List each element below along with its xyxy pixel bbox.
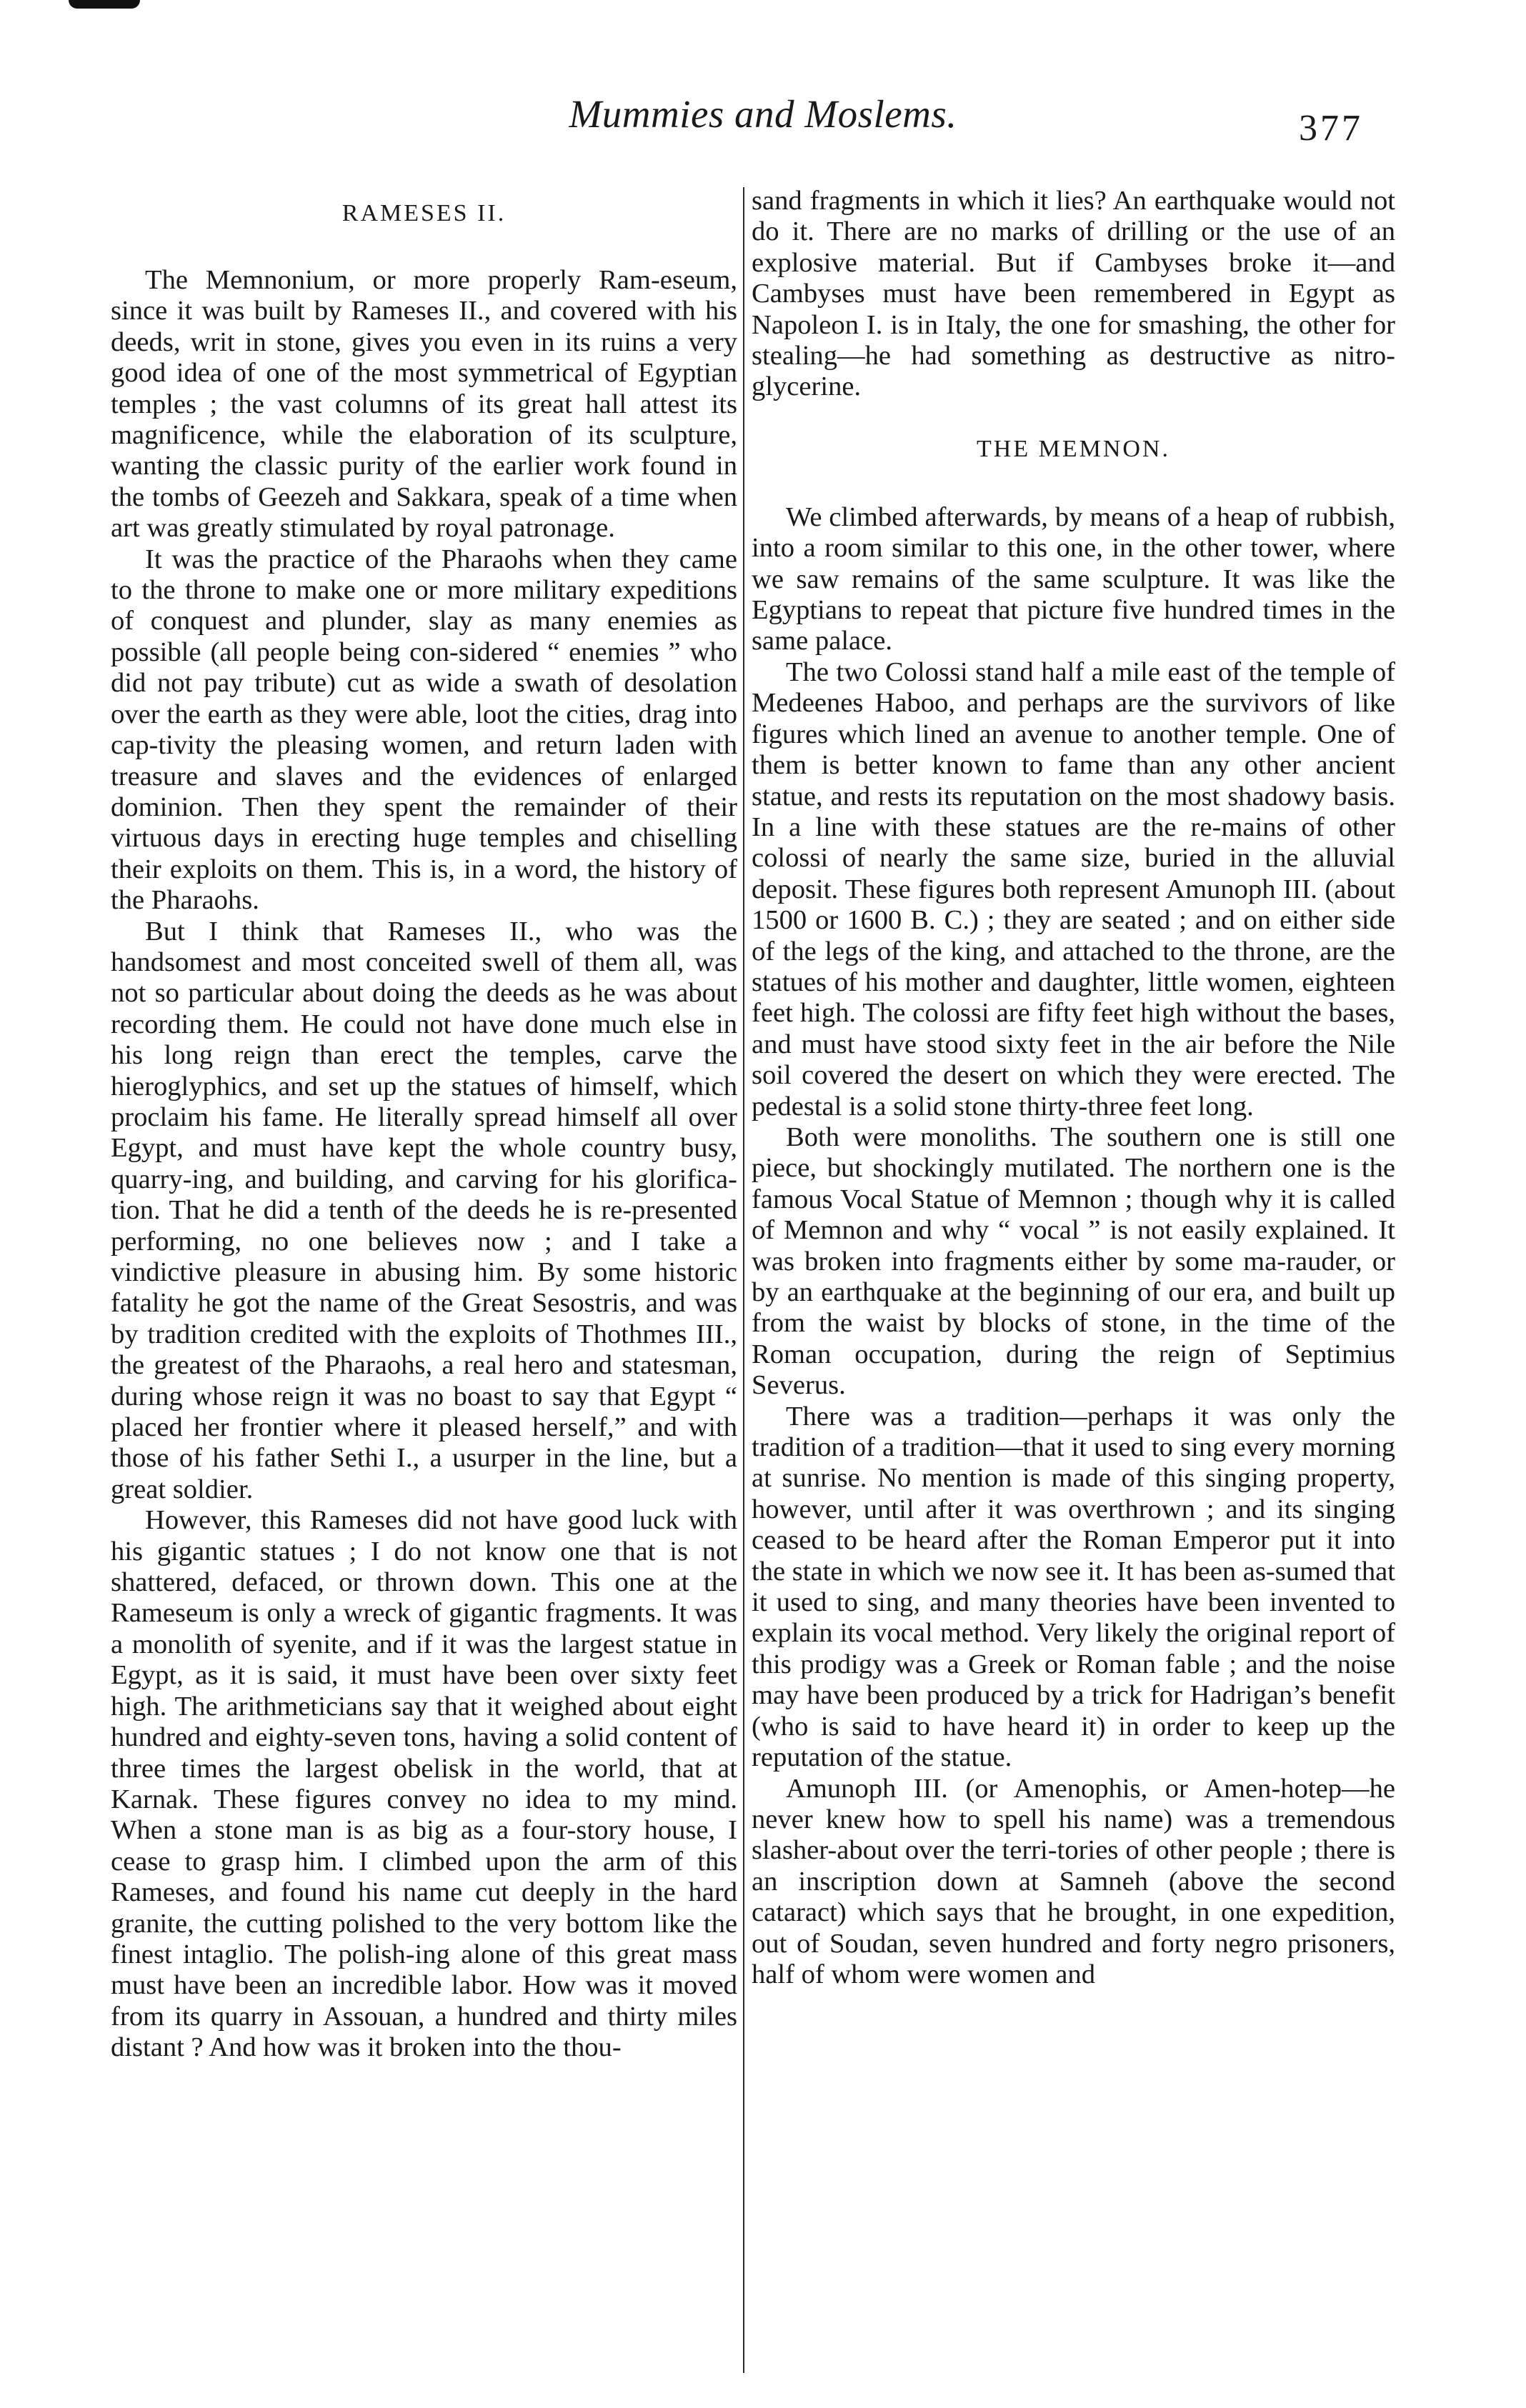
left-column [111,186,737,2064]
paragraph: The two Colossi stand half a mile east of the temple of Medeenes Haboo, and perhaps are the survivors of like figures which lined an avenue to another temple. One of them is better known to fame than any other ancient statue, and rests its reputation on the most shadowy basis. In a line with these statues are the re-mains of other colossi of nearly the same size, buried in the alluvial deposit. These figures both represent Amunoph III. (about 1500 or 1600 B. C.) ; they are seated ; and on either side of the legs of the king, and attached to the throne, are the statues of his mother and daughter, little women, eighteen feet high. The colossi are fifty feet high without the bases, and must have stood sixty feet in the air before the Nile soil covered the desert on which they were erected. The pedestal is a solid stone thirty-three feet long. [752,656,1395,1121]
section-heading-memnon: THE MEMNON. [977,435,1170,462]
paragraph: However, this Rameses did not have good luck with his gigantic statues ; I do not know one that is not shattered, defaced, or thrown down. This one at the Rameseum is only a wreck of gigantic fragments. It was a monolith of syenite, and if it was the largest statue in Egypt, as it is said, it must have been over sixty feet high. The arithmeticians say that it weighed about eight hundred and eighty-seven tons, having a solid content of three times the largest obelisk in the world, that at Karnak. These figures convey no idea to my mind. When a stone man is as big as a four-story house, I cease to grasp him. I climbed upon the arm of this Rameses, and found his name cut deeply in the hard granite, the cutting polished to the very bottom like the finest intaglio. The polish-ing alone of this great mass must have been an incredible labor. How was it moved from its quarry in Assouan, a hundred and thirty miles distant ? And how was it broken into the thou- [111,1505,737,2063]
paragraph: Amunoph III. (or Amenophis, or Amen-hotep—he never knew how to spell his name) was a tremendous slasher-about over the terri-tories of other people ; there is an inscription down at Samneh (above the second cataract) which says that he brought, in one expedition, out of Soudan, seven hundred and forty negro prisoners, half of whom were women and [752,1773,1395,1989]
paragraph: The Memnonium, or more properly Ram-eseum, since it was built by Rameses II., and covered with his deeds, writ in stone, gives you even in its ruins a very good idea of one of the most symmetrical of Egyptian temples ; the vast columns of its great hall attest its magnificence, while the elaboration of its sculpture, wanting the classic purity of the earlier work found in the tombs of Geezeh and Sakkara, speak of a time when art was greatly stimulated by royal patronage. [111,265,737,544]
section-heading-rameses: RAMESES II. [341,200,507,226]
paragraph: It was the practice of the Pharaohs when they came to the throne to make one or more military expeditions of conquest and plunder, slay as many enemies as possible (all people being con-sidered “ enemies ” who did not pay tribute) cut as wide a swath of desolation over the earth as they were able, loot the cities, drag into cap-tivity the pleasing women, and return laden with treasure and slaves and the evidences of enlarged dominion. Then they spent the remainder of their virtuous days in erecting huge temples and chiselling their exploits on them. This is, in a word, the history of the Pharaohs. [111,544,737,916]
paragraph: There was a tradition—perhaps it was only the tradition of a tradition—that it used to sing every morning at sunrise. No mention is made of this singing property, however, until after it was overthrown ; and its singing ceased to be heard after the Roman Emperor put it into the state in which we now see it. It has been as-sumed that it used to sing, and many theories have been invented to explain its vocal method. Very likely the original report of this prodigy was a Greek or Roman fable ; and the noise may have been produced by a trick for Hadrigan’s benefit (who is said to have heard it) in order to keep up the reputation of the statue. [752,1401,1395,1773]
paragraph: But I think that Rameses II., who was the handsomest and most conceited swell of them all, was not so particular about doing the deeds as he was about recording them. He could not have done much else in his long reign than erect the temples, carve the hieroglyphics, and set up the statues of himself, which proclaim his fame. He literally spread himself all over Egypt, and must have kept the whole country busy, quarry-ing, and building, and carving for his glorifica-tion. That he did a tenth of the deeds he is re-presented performing, no one believes now ; and I take a vindictive pleasure in abusing him. By some historic fatality he got the name of the Great Sesostris, and was by tradition credited with the exploits of Thothmes III., the greatest of the Pharaohs, a real hero and statesman, during whose reign it was no boast to say that Egypt “ placed her frontier where it pleased herself,” and with those of his father Sethi I., a usurper in the line, but a great soldier. [111,916,737,1504]
paragraph-continuation: sand fragments in which it lies? An earthquake would not do it. There are no marks of drilling or the use of an explosive material. But if Cambyses broke it—and Cambyses must have been remembered in Egypt as Napoleon I. is in Italy, the one for smashing, the other for stealing—he had something as destructive as nitro-glycerine. [752,186,1395,402]
paragraph: Both were monoliths. The southern one is still one piece, but shockingly mutilated. The northern one is the famous Vocal Statue of Memnon ; though why it is called of Memnon and why “ vocal ” is not easily explained. It was broken into fragments either by some ma-rauder, or by an earthquake at the beginning of our era, and built up from the waist by blocks of stone, in the time of the Roman occupation, during the reign of Septimius Severus. [752,1121,1395,1401]
running-header-title: Mummies and Moslems. [569,92,957,136]
page-number: 377 [1299,108,1363,149]
scan-artifact [69,0,140,9]
right-column [752,186,1395,1990]
column-divider [743,187,744,2373]
paragraph: We climbed afterwards, by means of a heap of rubbish, into a room similar to this one, in the other tower, where we saw remains of the same sculpture. It was like the Egyptians to repeat that picture five hundred times in the same palace. [752,501,1395,656]
